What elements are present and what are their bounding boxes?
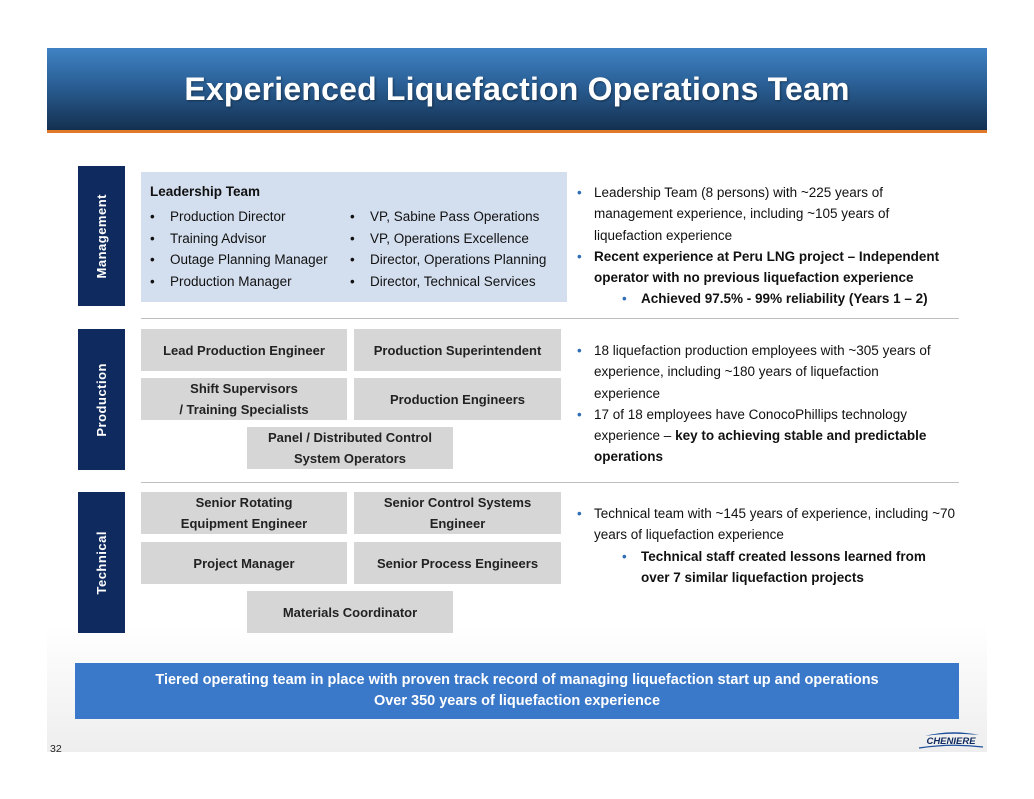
summary-banner: Tiered operating team in place with proven track record of managing liquefaction start up and operations Over 350 years of liquefaction experience: [75, 663, 959, 719]
production-superintendent-box: Production Superintendent: [354, 329, 561, 371]
shift-supervisors-box: Shift Supervisors / Training Specialists: [141, 378, 347, 420]
leadership-team-box: [141, 172, 567, 302]
lead-production-engineer-box: Lead Production Engineer: [141, 329, 347, 371]
list-item: • Production Manager: [150, 271, 328, 293]
section-divider: [141, 318, 959, 319]
panel-operators-box: Panel / Distributed Control System Operators: [247, 427, 453, 469]
bullet-item: • Recent experience at Peru LNG project – Independent operator with no previous liquefaction experience: [574, 246, 954, 289]
materials-coordinator-box: Materials Coordinator: [247, 591, 453, 633]
bullet-item: • Leadership Team (8 persons) with ~225 years of management experience, including ~105 years of liquefaction experience: [574, 182, 954, 246]
svg-text:CHENIERE: CHENIERE: [926, 736, 976, 747]
list-item: • Director, Technical Services: [350, 271, 546, 293]
production-label: Production: [78, 329, 125, 470]
senior-rotating-engineer-box: Senior Rotating Equipment Engineer: [141, 492, 347, 534]
leadership-team-title: Leadership Team: [150, 184, 261, 199]
management-label: Management: [78, 166, 125, 306]
production-bullets: [574, 340, 946, 468]
section-divider: [141, 482, 959, 483]
list-item: • Production Director: [150, 206, 328, 228]
list-item: • Outage Planning Manager: [150, 249, 328, 271]
technical-label: Technical: [78, 492, 125, 633]
list-item: • VP, Sabine Pass Operations: [350, 206, 546, 228]
production-engineers-box: Production Engineers: [354, 378, 561, 420]
technical-bullets: [574, 503, 958, 588]
management-bullets: [574, 182, 954, 310]
list-item: • Director, Operations Planning: [350, 249, 546, 271]
senior-process-engineers-box: Senior Process Engineers: [354, 542, 561, 584]
bullet-item: • 17 of 18 employees have ConocoPhillips technology experience – key to achieving stable and predictable operations: [574, 404, 946, 468]
cheniere-logo: [917, 730, 985, 750]
bullet-item: • 18 liquefaction production employees with ~305 years of experience, including ~180 years of liquefaction experience: [574, 340, 946, 404]
senior-control-systems-engineer-box: Senior Control Systems Engineer: [354, 492, 561, 534]
title-bar: [47, 48, 987, 133]
list-item: • VP, Operations Excellence: [350, 228, 546, 250]
leadership-list-right: [350, 206, 546, 292]
project-manager-box: Project Manager: [141, 542, 347, 584]
cheniere-logo-icon: [917, 730, 985, 750]
page-number: 32: [50, 743, 62, 755]
sub-bullet-item: • Achieved 97.5% - 99% reliability (Years 1 – 2): [574, 288, 954, 309]
list-item: • Training Advisor: [150, 228, 328, 250]
bullet-item: • Technical team with ~145 years of experience, including ~70 years of liquefaction experience: [574, 503, 958, 546]
leadership-list-left: [150, 206, 328, 292]
page-title: Experienced Liquefaction Operations Team: [184, 70, 850, 107]
sub-bullet-item: • Technical staff created lessons learned from over 7 similar liquefaction projects: [574, 546, 958, 589]
